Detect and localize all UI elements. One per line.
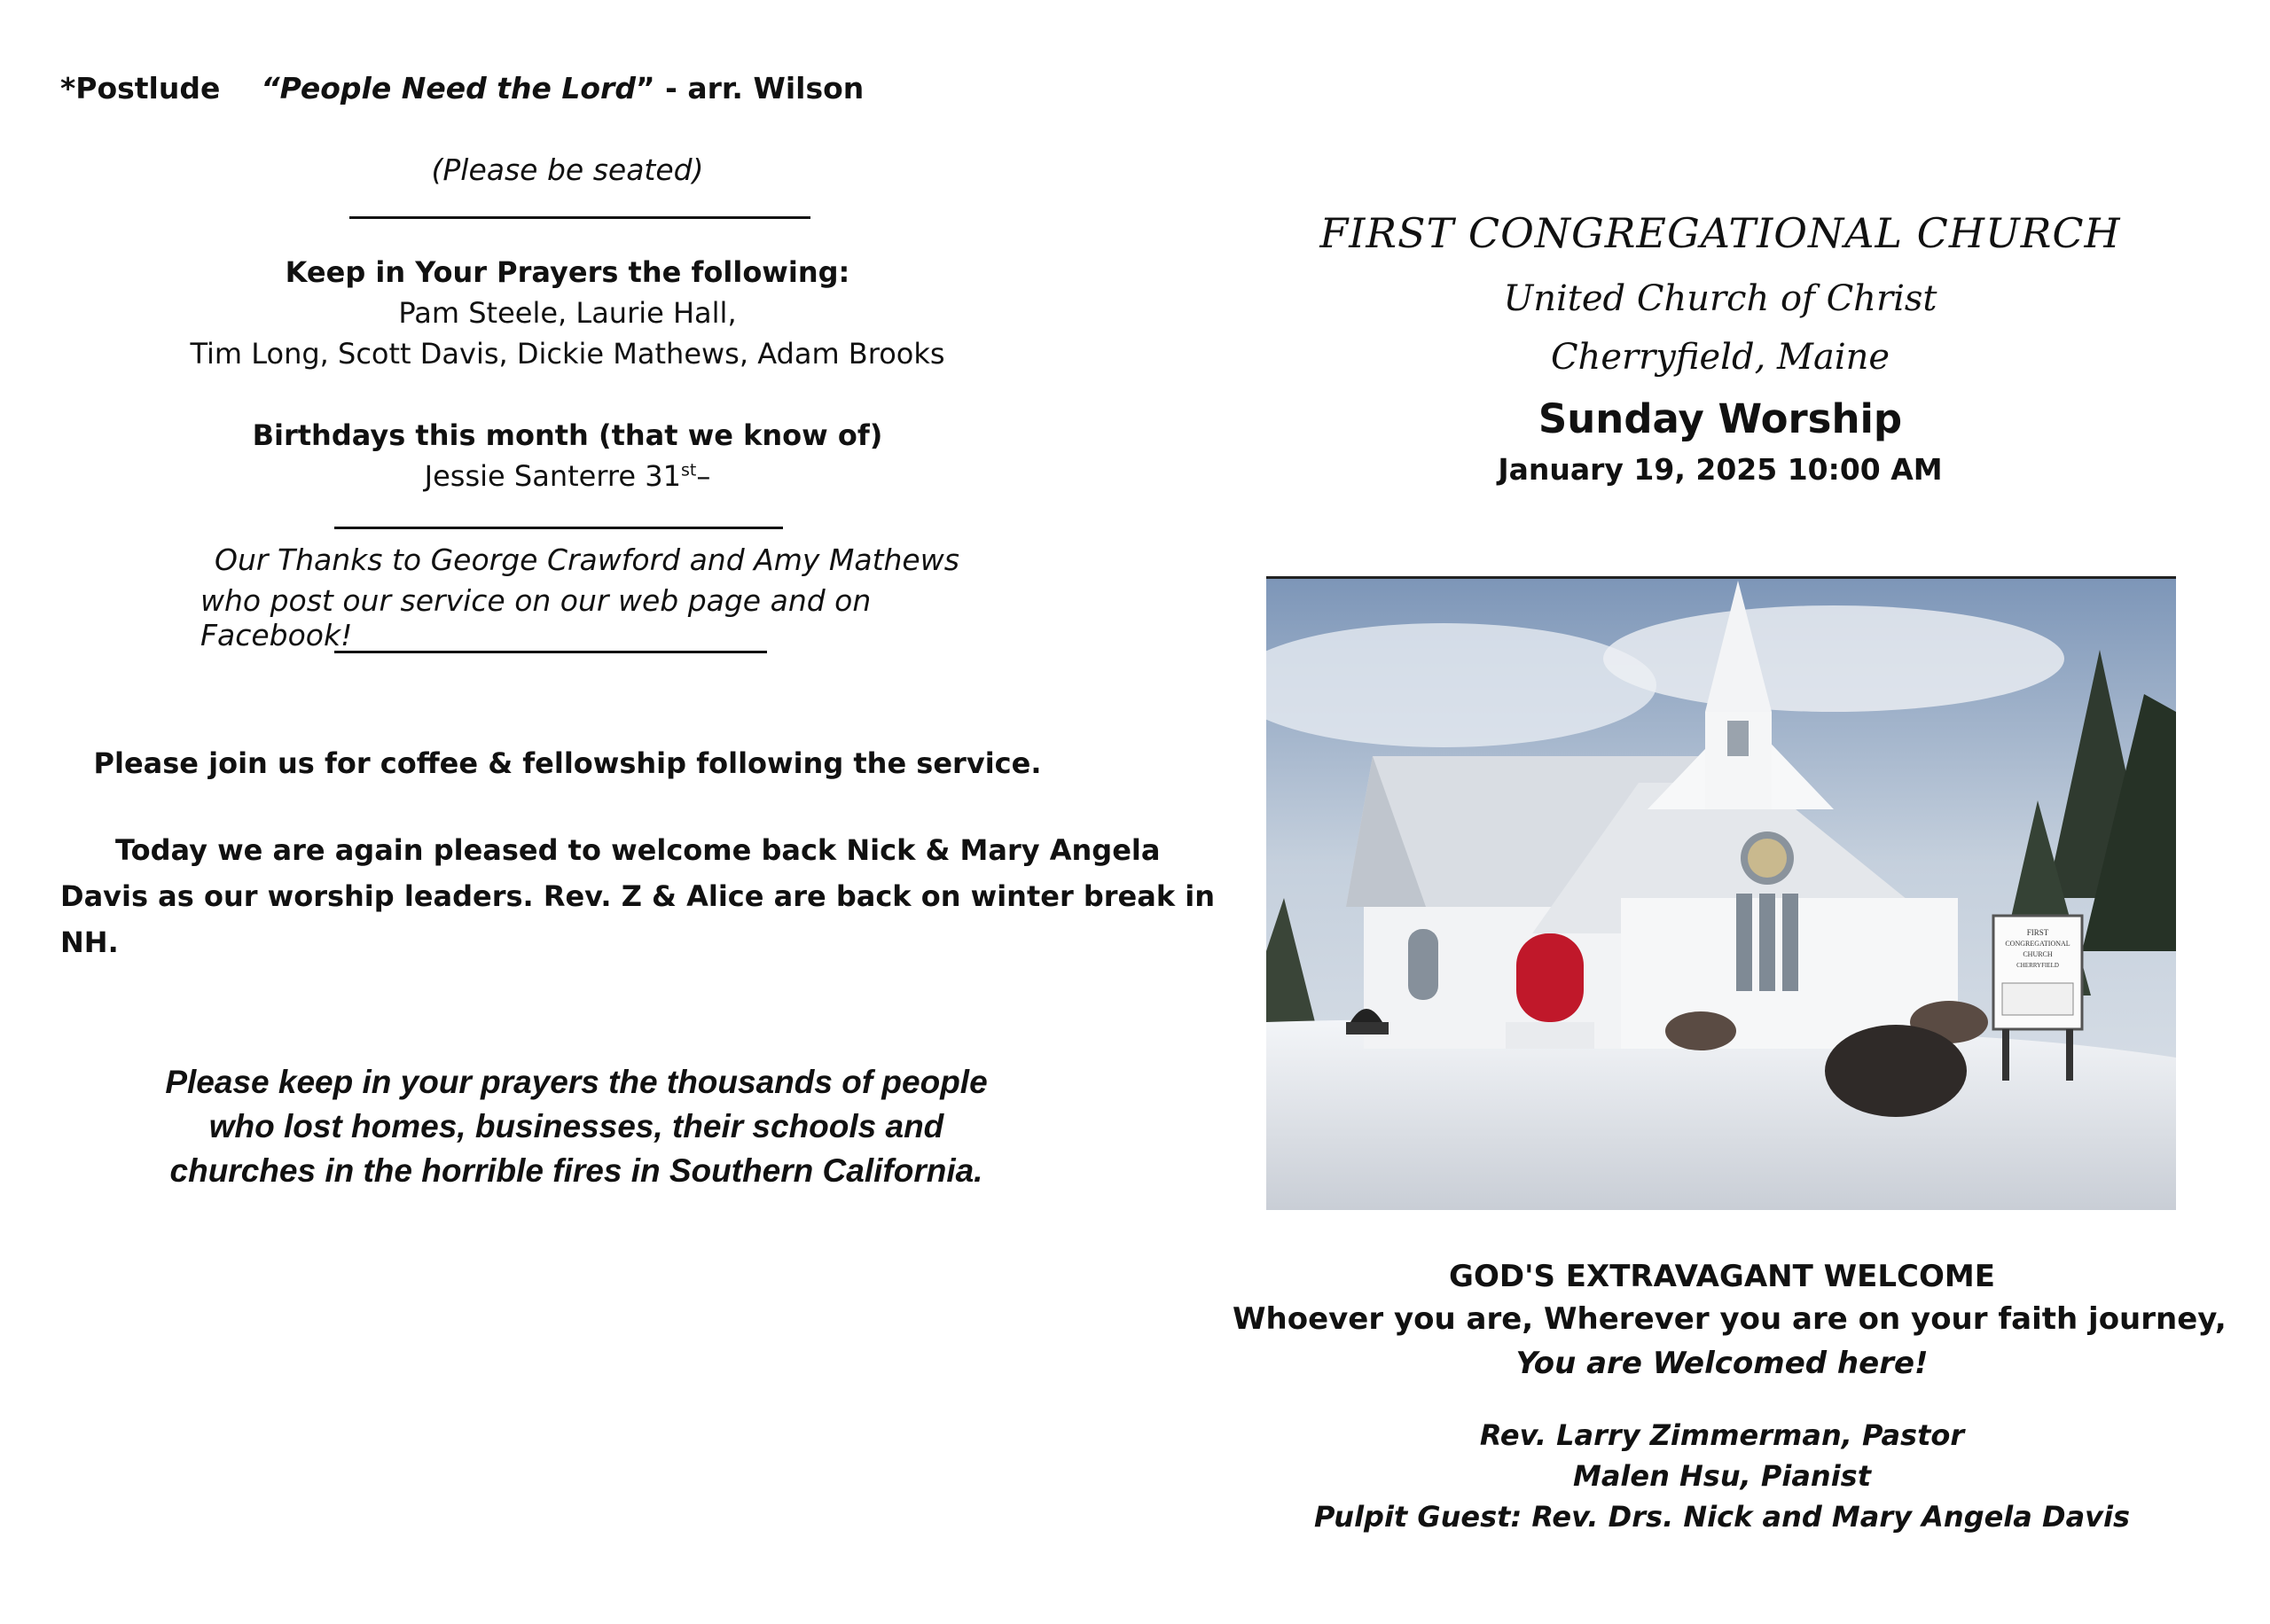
welcome-line-2: You are Welcomed here! [1515,1346,1929,1381]
welcome-heading: GOD'S EXTRAVAGANT WELCOME [1449,1259,1995,1294]
divider-line [334,527,783,529]
postlude-title: “People Need the Lord [261,71,636,105]
fires-line-1: Please keep in your prayers the thousands of people [165,1064,988,1100]
red-door [1516,933,1584,1022]
please-be-seated: (Please be seated) [431,152,704,187]
postlude-arranger: ” - arr. Wilson [635,71,865,105]
fires-line-2: who lost homes, businesses, their schools and [208,1108,944,1144]
denomination: United Church of Christ [1503,278,1937,319]
sign-line-2: CONGREGATIONAL [2005,940,2070,948]
service-title: Sunday Worship [1538,395,1903,442]
welcome-leaders-line-1: Today we are again pleased to welcome back Nick & Mary Angela [115,833,1161,867]
staff-pulpit-guest: Pulpit Guest: Rev. Drs. Nick and Mary Angela Davis [1313,1500,2131,1534]
fires-prayer-request [98,1060,1055,1193]
welcome-leaders-line-2: Davis as our worship leaders. Rev. Z & Alice are back on winter break in [60,879,1216,913]
fires-line-3: churches in the horrible fires in Southern California. [169,1152,983,1189]
sign-line-4: CHERRYFIELD [2016,962,2059,969]
sign-line-1: FIRST [2026,928,2049,937]
church-illustration [1266,579,2176,1210]
birthday-dash: – [696,459,711,493]
birthday-entry [266,459,869,493]
staff-pastor: Rev. Larry Zimmerman, Pastor [1479,1418,1965,1452]
coffee-fellowship: Please join us for coffee & fellowship following the service. [93,746,1042,780]
prayers-heading: Keep in Your Prayers the following: [285,255,850,289]
prayers-names-line-1: Pam Steele, Laurie Hall, [398,296,737,330]
church-name: FIRST CONGREGATIONAL CHURCH [1319,209,2121,257]
divider-line [349,216,810,219]
welcome-leaders-line-3: NH. [60,925,119,959]
welcome-line-1: Whoever you are, Wherever you are on your faith journey, [1233,1301,2227,1337]
church-photo [1266,576,2176,1210]
divider-line [334,651,767,653]
staff-pianist: Malen Hsu, Pianist [1572,1459,1872,1493]
postlude-line [60,71,864,105]
church-location: Cherryfield, Maine [1550,337,1890,378]
thanks-line-2: who post our service on our web page and on Facebook! [200,583,872,652]
birthdays-heading: Birthdays this month (that we know of) [252,418,883,452]
birthday-name: Jessie Santerre 31 [424,459,681,493]
prayers-names-line-2: Tim Long, Scott Davis, Dickie Mathews, Adam Brooks [190,337,945,371]
postlude-label: *Postlude [60,71,221,105]
birthday-suffix: st [680,460,697,480]
thanks-line-1: Our Thanks to George Crawford and Amy Mathews [215,543,959,577]
sign-line-3: CHURCH [2023,950,2053,958]
service-date-time: January 19, 2025 10:00 AM [1498,452,1943,487]
